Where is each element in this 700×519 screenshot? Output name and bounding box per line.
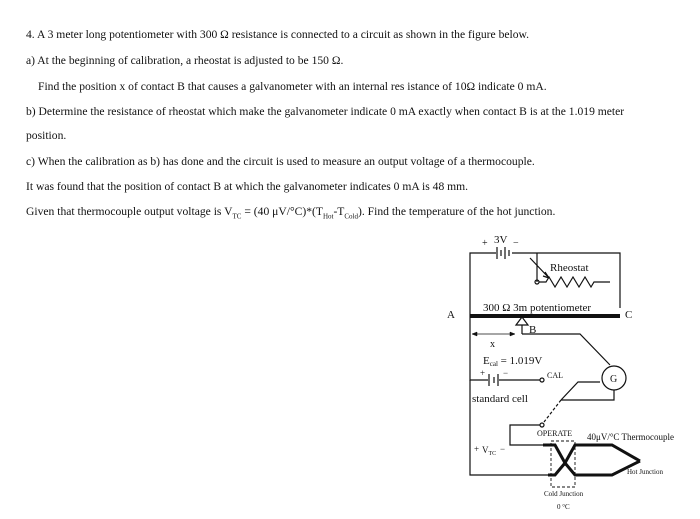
battery-plus-label: +	[482, 238, 488, 249]
cal-label: CAL	[547, 371, 563, 380]
distance-x-label: x	[490, 339, 495, 350]
part-b-line2: position.	[26, 129, 67, 142]
operate-terminal	[540, 423, 544, 427]
question-statement: A 3 meter long potentiometer with 300 Ω resistance is connected to a circuit as shown in the figure below.	[36, 28, 530, 41]
rheostat-label: Rheostat	[550, 262, 589, 274]
hot-junction-label: Hot Junction	[627, 468, 663, 476]
contact-b-label: B	[529, 324, 537, 336]
wire-left-down	[470, 316, 488, 380]
cal-operate-switch	[544, 400, 561, 422]
node-c-label: C	[625, 309, 633, 321]
standard-cell-label: standard cell	[472, 393, 528, 405]
wire-switch-galv	[561, 382, 600, 400]
arrowhead	[472, 332, 477, 336]
part-b-line1: b) Determine the resistance of rheostat which make the galvanometer indicate 0 mA exactly when contact B is at the 1.019 meter	[26, 105, 625, 118]
cell-minus-label: −	[503, 368, 509, 378]
given-equation: Given that thermocouple output voltage is $V_{TC} = (40$ $\mu V/^\circ C)*(T_{Hot}-T_{Cold})$. Find the temperature of the hot junction.	[26, 205, 556, 221]
cold-junction-label: Cold Junction	[544, 490, 584, 498]
vtc-label: $V_{TC}$	[482, 445, 497, 457]
thermocouple-label: 40μV/°C Thermocouple	[587, 432, 674, 442]
cold-junction-temp-label: 0 °C	[557, 503, 570, 511]
potentiometer-label: 300 Ω 3m potentiometer	[483, 302, 592, 314]
operate-label: OPERATE	[537, 429, 573, 438]
part-a-task: Find the position x of contact B that causes a galvanometer with an internal res istance of 10Ω indicate 0 mA.	[38, 80, 547, 93]
contact-b-slider	[516, 317, 528, 325]
part-a: a) At the beginning of calibration, a rheostat is adjusted to be 150 Ω.	[26, 54, 344, 67]
arrowhead	[510, 332, 515, 336]
node-a-label: A	[447, 309, 455, 321]
battery-minus-label: −	[513, 238, 519, 249]
cal-terminal	[540, 378, 544, 382]
vtc-minus-label: −	[500, 444, 506, 454]
battery-voltage-label: 3V	[494, 234, 508, 246]
rheostat-wiper	[530, 258, 549, 278]
wire-left-top	[470, 253, 496, 305]
question-number: 4.	[26, 28, 35, 41]
rheostat-resistor	[539, 277, 610, 287]
ecal-label: Ecal = 1.019V	[483, 355, 543, 368]
cell-plus-label: +	[480, 368, 486, 378]
galvanometer-label: G	[610, 374, 618, 385]
measurement-found: It was found that the position of contact B at which the galvanometer indicates 0 mA is 48 mm.	[26, 180, 469, 193]
part-c: c) When the calibration as b) has done and the circuit is used to measure an output voltage of a thermocouple.	[26, 155, 535, 168]
vtc-plus-label: +	[474, 444, 480, 454]
thermocouple-wire-top	[543, 445, 640, 463]
